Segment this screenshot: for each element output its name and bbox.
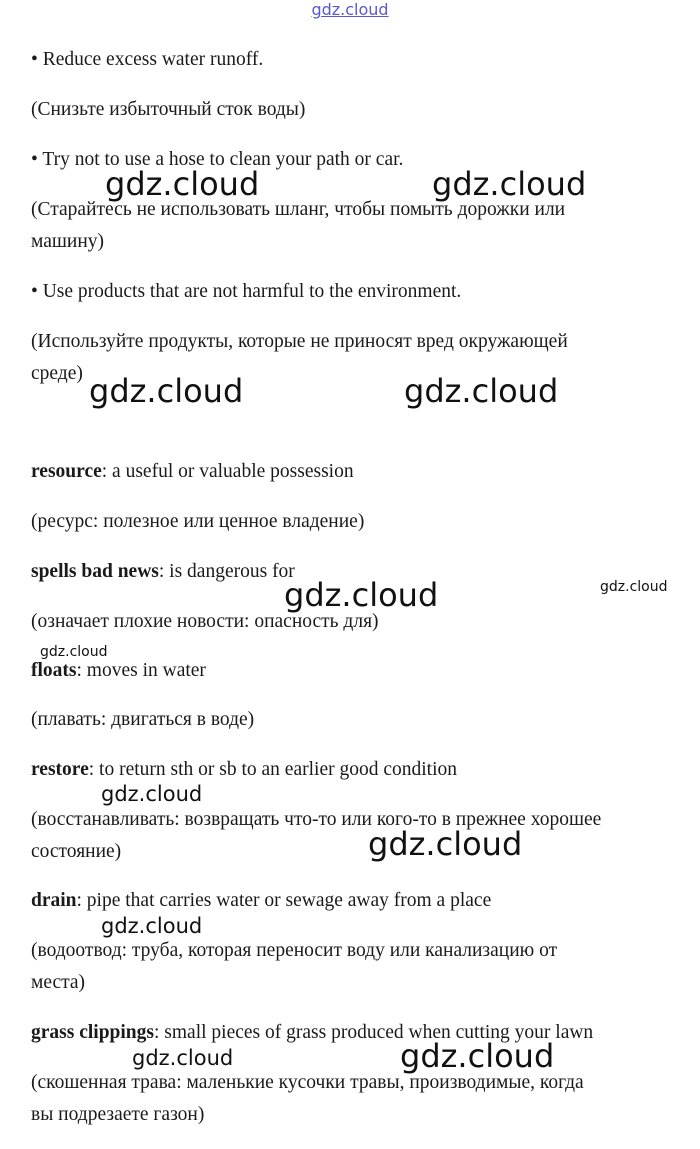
watermark: gdz.cloud xyxy=(132,1046,234,1070)
tip-1-russian: (Снизьте избыточный сток воды) xyxy=(31,99,306,120)
vocab-definition: : pipe that carries water or sewage away from a place xyxy=(76,890,492,911)
vocab-grass-clippings xyxy=(31,1017,665,1049)
vocab-grass-clippings-russian-line1: (скошенная трава: маленькие кусочки травы, производимые, когда xyxy=(31,1072,584,1093)
watermark: gdz.cloud xyxy=(600,579,668,595)
vocab-term: restore xyxy=(31,759,89,780)
vocab-drain-russian-line1: (водоотвод: труба, которая переносит воду или канализацию от xyxy=(31,940,558,961)
vocab-grass-clippings-russian-line2: вы подрезаете газон) xyxy=(31,1104,205,1125)
watermark: gdz.cloud xyxy=(40,644,108,660)
watermark: gdz.cloud xyxy=(400,1037,555,1075)
vocab-drain xyxy=(31,885,665,917)
tip-2-russian-line2: машину) xyxy=(31,231,104,252)
watermark: gdz.cloud xyxy=(101,914,203,938)
vocab-restore-russian-line2: состояние) xyxy=(31,841,122,862)
tip-3-english: • Use products that are not harmful to the environment. xyxy=(31,281,462,302)
watermark: gdz.cloud xyxy=(368,825,523,863)
vocab-definition: : a useful or valuable possession xyxy=(101,461,354,482)
watermark: gdz.cloud xyxy=(89,372,244,410)
watermark: gdz.cloud xyxy=(105,165,260,203)
vocab-term: spells bad news xyxy=(31,561,159,582)
vocab-term: floats xyxy=(31,660,77,681)
tip-3-russian-line2: среде) xyxy=(31,363,83,384)
vocab-resource-russian: (ресурс: полезное или ценное владение) xyxy=(31,511,365,532)
vocab-definition: : is dangerous for xyxy=(158,561,295,582)
tip-2-russian-line1: (Старайтесь не использовать шланг, чтобы помыть дорожки или xyxy=(31,199,566,220)
watermark: gdz.cloud xyxy=(432,165,587,203)
tip-2-english: • Try not to use a hose to clean your path or car. xyxy=(31,149,404,170)
vocab-definition: : small pieces of grass produced when cutting your lawn xyxy=(154,1022,594,1043)
vocab-resource xyxy=(31,456,665,488)
vocab-term: drain xyxy=(31,890,77,911)
watermark: gdz.cloud xyxy=(101,782,203,806)
vocab-definition: : moves in water xyxy=(76,660,206,681)
vocab-term: grass clippings xyxy=(31,1022,154,1043)
watermark: gdz.cloud xyxy=(284,576,439,614)
tip-3-russian-line1: (Используйте продукты, которые не приносят вред окружающей xyxy=(31,331,568,352)
vocab-definition: : to return sth or sb to an earlier good condition xyxy=(88,759,458,780)
vocab-term: resource xyxy=(31,461,102,482)
vocab-restore-russian-line1: (восстанавливать: возвращать что-то или кого-то в прежнее хорошее xyxy=(31,809,602,830)
vocab-floats xyxy=(31,655,665,687)
vocab-spells-bad-news-russian: (означает плохие новости: опасность для) xyxy=(31,611,379,632)
vocab-drain-russian-line2: места) xyxy=(31,972,86,993)
watermark-top: gdz.cloud xyxy=(311,0,389,19)
tip-1-english: • Reduce excess water runoff. xyxy=(31,49,264,70)
vocab-floats-russian: (плавать: двигаться в воде) xyxy=(31,709,255,730)
watermark: gdz.cloud xyxy=(404,372,559,410)
